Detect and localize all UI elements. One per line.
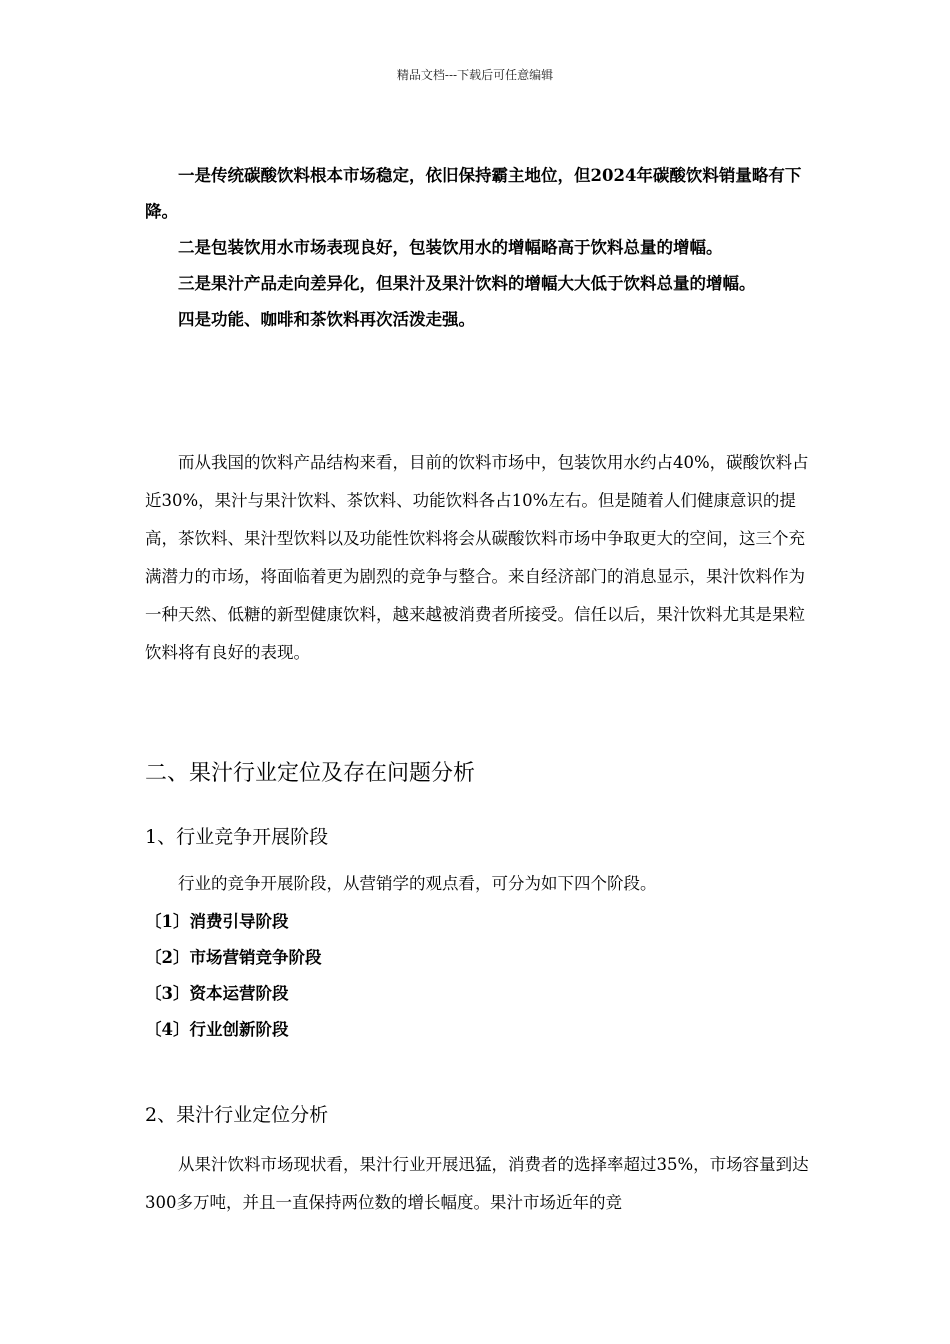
stage-item-2: 〔2〕市场营销竞争阶段: [145, 948, 322, 967]
summary-point-3: 三是果汁产品走向差异化，但果汁及果汁饮料的增幅大大低于饮料总量的增幅。: [178, 274, 756, 293]
stage-item-4: 〔4〕行业创新阶段: [145, 1020, 289, 1039]
subsection-2-paragraph: 从果汁饮料市场现状看，果汁行业开展迅猛，消费者的选择率超过35%，市场容量到达300多万吨，并且一直保持两位数的增长幅度。果汁市场近年的竞: [145, 1155, 809, 1212]
section-2-heading: 二、果汁行业定位及存在问题分析: [145, 761, 476, 786]
stage-item-3: 〔3〕资本运营阶段: [145, 984, 289, 1003]
stage-list: [145, 904, 321, 1048]
subsection-1-heading: 1、行业竞争开展阶段: [145, 826, 329, 848]
summary-points: [145, 158, 810, 338]
subsection-1-intro: 行业的竞争开展阶段，从营销学的观点看，可分为如下四个阶段。: [178, 874, 657, 893]
summary-point-1: 一是传统碳酸饮料根本市场稳定，依旧保持霸主地位，但2024年碳酸饮料销量略有下降。: [145, 166, 802, 221]
page-header: 精品文档---下载后可任意编辑: [396, 68, 554, 82]
subsection-1-intro-wrap: [145, 866, 810, 902]
stage-item-1: 〔1〕消费引导阶段: [145, 912, 289, 931]
structure-paragraph: 而从我国的饮料产品结构来看，目前的饮料市场中，包装饮用水约占40%，碳酸饮料占近30%，果汁与果汁饮料、茶饮料、功能饮料各占10%左右。但是随着人们健康意识的提高，茶饮料、果汁型饮料以及功能性饮料将会从碳酸饮料市场中争取更大的空间，这三个充满潜力的市场，将面临着更为剧烈的竞争与整合。来自经济部门的消息显示，果汁饮料作为一种天然、低糖的新型健康饮料，越来越被消费者所接受。信任以后，果汁饮料尤其是果粒饮料将有良好的表现。: [145, 453, 809, 662]
summary-point-2: 二是包装饮用水市场表现良好，包装饮用水的增幅略高于饮料总量的增幅。: [178, 238, 723, 257]
summary-point-4: 四是功能、咖啡和茶饮料再次活泼走强。: [178, 310, 475, 329]
structure-section: [145, 444, 810, 672]
subsection-2-heading: 2、果汁行业定位分析: [145, 1104, 329, 1126]
subsection-2-body: [145, 1146, 810, 1222]
